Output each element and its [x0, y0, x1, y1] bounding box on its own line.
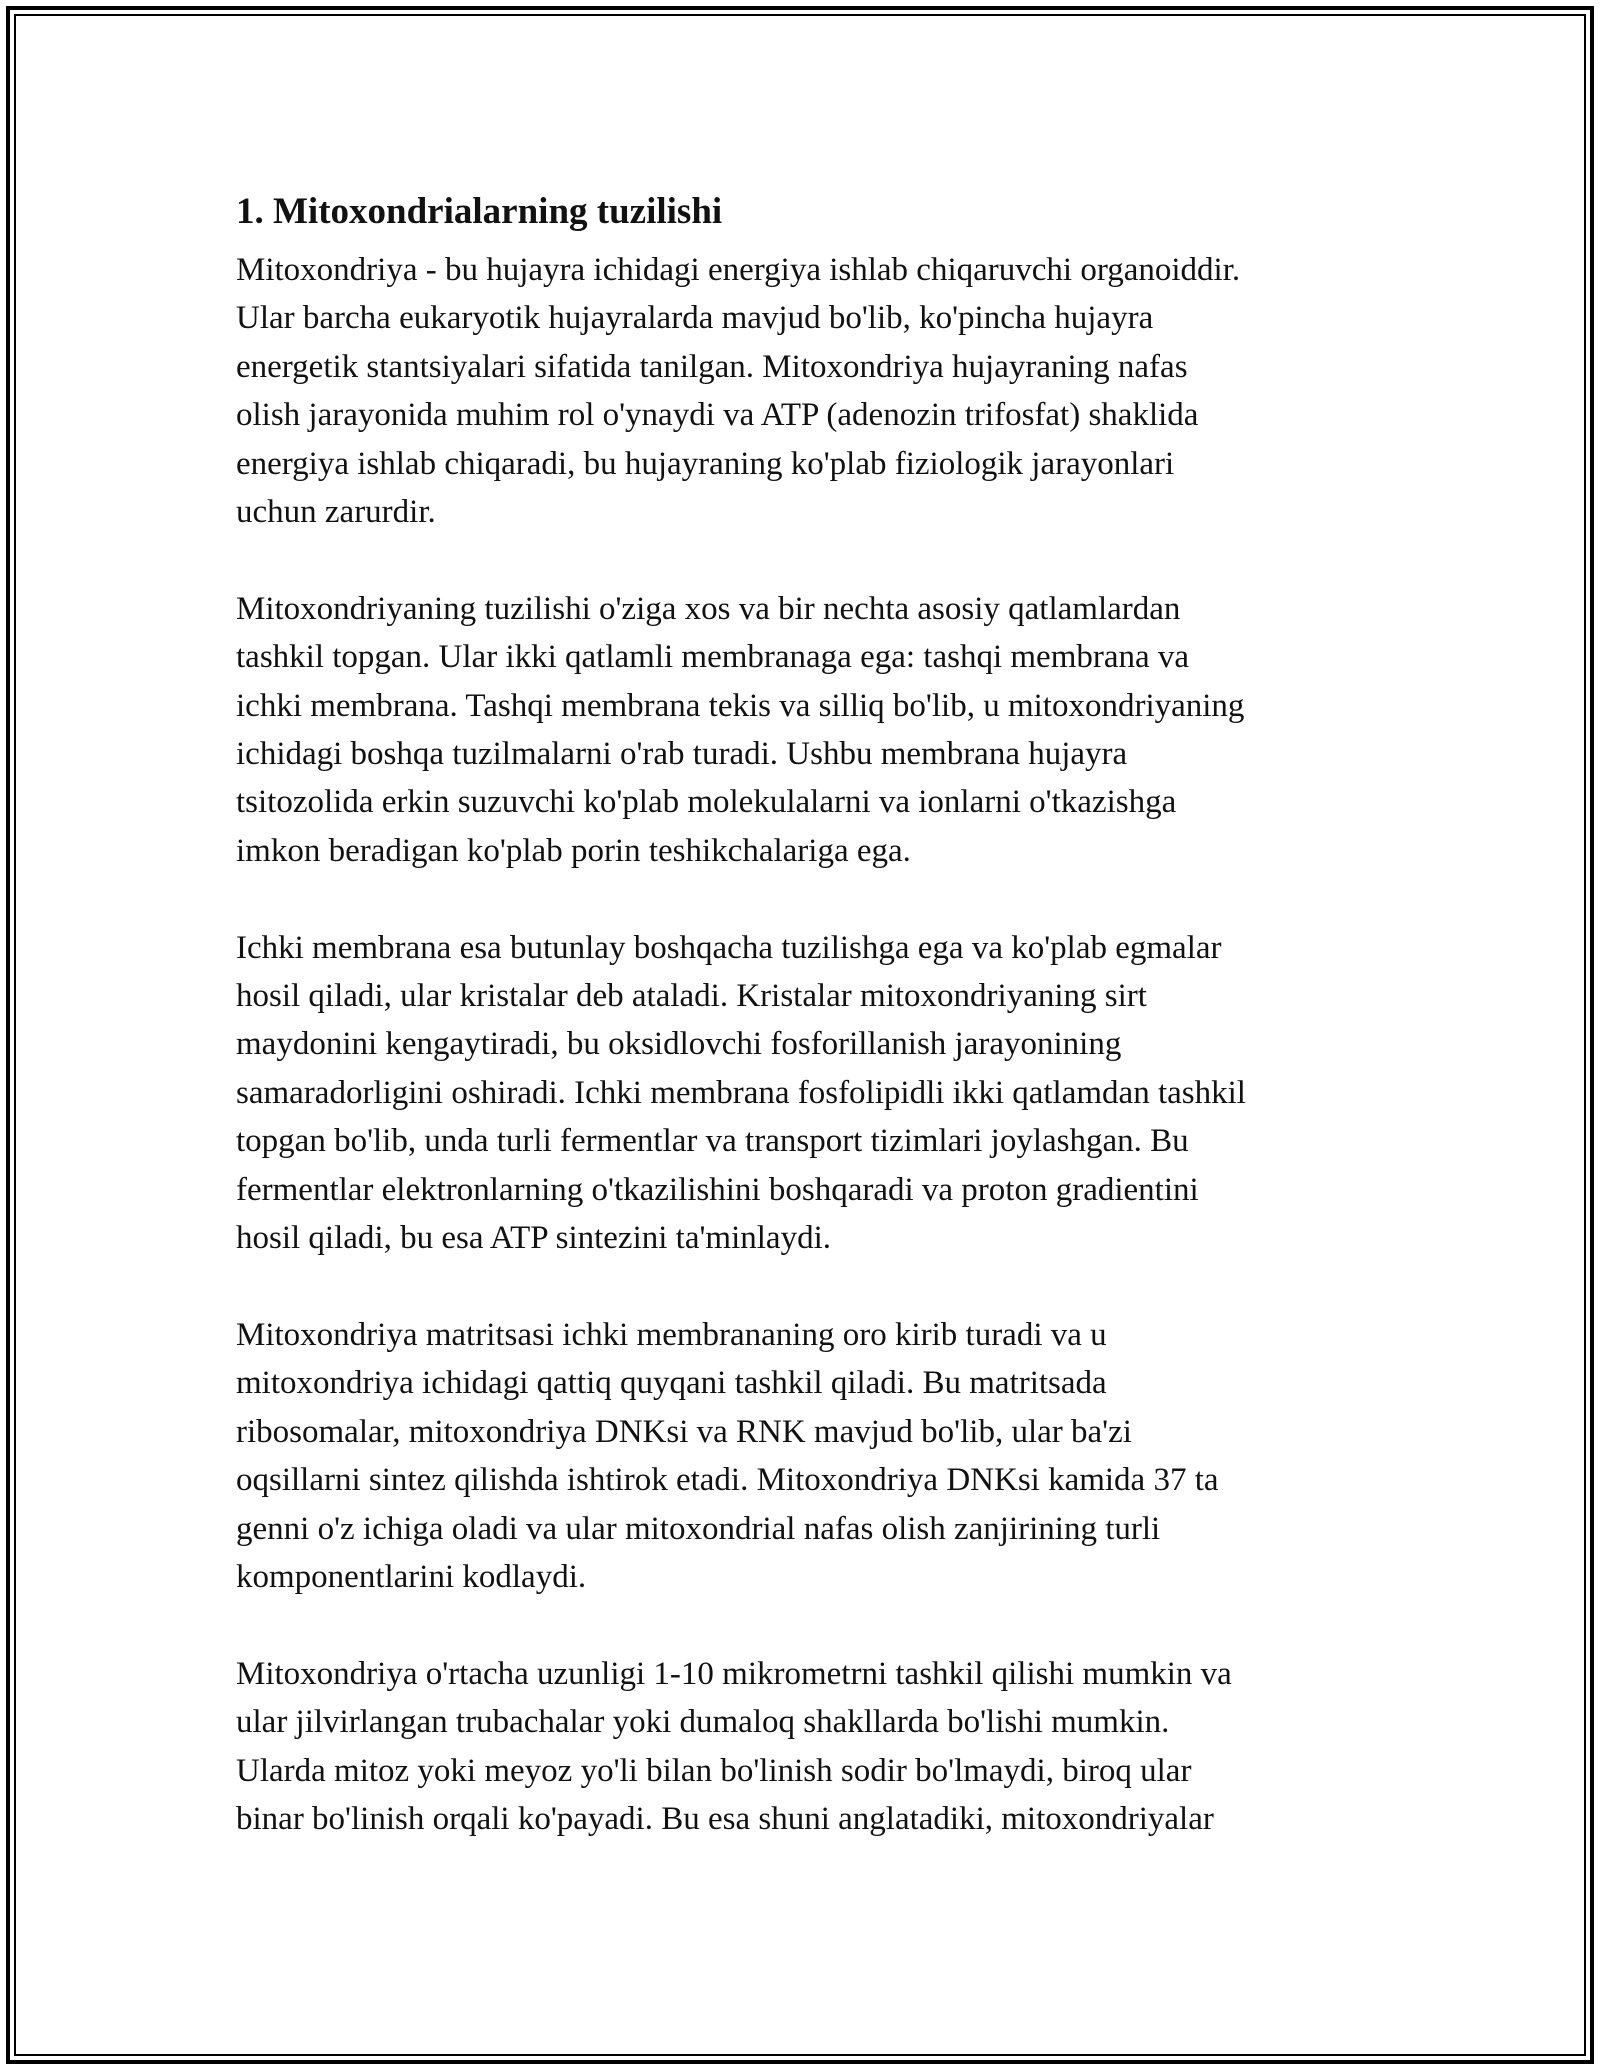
paragraph-line: binar bo'linish orqali ko'payadi. Bu esa shuni anglatadiki, mitoxondriyalar [236, 1800, 1214, 1837]
paragraph-spacer [236, 536, 1376, 584]
paragraph-line: energetik stantsiyalari sifatida tanilgan. Mitoxondriya hujayraning nafas [236, 348, 1188, 385]
paragraph-line: Mitoxondriya - bu hujayra ichidagi energiya ishlab chiqaruvchi organoiddir. [236, 252, 1241, 288]
paragraph-3 [236, 924, 1376, 1263]
paragraph-line: fermentlar elektronlarning o'tkazilishini boshqaradi va proton gradientini [236, 1171, 1199, 1208]
paragraph-line: olish jarayonida muhim rol o'ynaydi va ATP (adenozin trifosfat) shaklida [236, 397, 1199, 434]
paragraph-line: hosil qiladi, ular kristalar deb ataladi. Kristalar mitoxondriyaning sirt [236, 978, 1147, 1015]
paragraph-line: Ichki membrana esa butunlay boshqacha tuzilishga ega va ko'plab egmalar [236, 929, 1222, 966]
paragraph-line: tsitozolida erkin suzuvchi ko'plab molekulalarni va ionlarni o'tkazishga [236, 784, 1177, 821]
paragraph-line: Mitoxondriyaning tuzilishi o'ziga xos va bir nechta asosiy qatlamlardan [236, 590, 1181, 627]
paragraph-line: imkon beradigan ko'plab porin teshikchalariga ega. [236, 832, 911, 869]
document-body [236, 186, 1376, 1843]
paragraph-4 [236, 1311, 1376, 1601]
paragraph-spacer [236, 875, 1376, 923]
paragraph-line: uchun zarurdir. [236, 494, 436, 531]
paragraph-line: oqsillarni sintez qilishda ishtirok etadi. Mitoxondriya DNKsi kamida 37 ta [236, 1462, 1219, 1499]
paragraph-spacer [236, 1263, 1376, 1311]
paragraph-line: Ular barcha eukaryotik hujayralarda mavjud bo'lib, ko'pincha hujayra [236, 300, 1154, 337]
paragraph-line: topgan bo'lib, unda turli fermentlar va transport tizimlari joylashgan. Bu [236, 1123, 1189, 1160]
paragraph-line: komponentlarini kodlaydi. [236, 1558, 587, 1595]
paragraph-line: Mitoxondriya o'rtacha uzunligi 1-10 mikrometrni tashkil qilishi mumkin va [236, 1655, 1232, 1692]
paragraph-line: hosil qiladi, bu esa ATP sintezini ta'minlaydi. [236, 1220, 831, 1257]
paragraph-line: ribosomalar, mitoxondriya DNKsi va RNK mavjud bo'lib, ular ba'zi [236, 1413, 1132, 1450]
paragraph-5 [236, 1650, 1376, 1844]
paragraph-line: ichidagi boshqa tuzilmalarni o'rab turadi. Ushbu membrana hujayra [236, 736, 1128, 773]
paragraph-line: ichki membrana. Tashqi membrana tekis va silliq bo'lib, u mitoxondriyaning [236, 687, 1245, 724]
section-heading: 1. Mitoxondrialarning tuzilishi [236, 191, 723, 232]
paragraph-line: energiya ishlab chiqaradi, bu hujayraning ko'plab fiziologik jarayonlari [236, 445, 1175, 482]
paragraph-1 [236, 246, 1376, 536]
paragraph-line: tashkil topgan. Ular ikki qatlamli membranaga ega: tashqi membrana va [236, 639, 1190, 676]
paragraph-line: genni o'z ichiga oladi va ular mitoxondrial nafas olish zanjirining turli [236, 1510, 1161, 1547]
paragraph-line: ular jilvirlangan trubachalar yoki dumaloq shakllarda bo'lishi mumkin. [236, 1704, 1170, 1741]
paragraph-line: mitoxondriya ichidagi qattiq quyqani tashkil qiladi. Bu matritsada [236, 1365, 1107, 1402]
paragraph-line: maydonini kengaytiradi, bu oksidlovchi fosforillanish jarayonining [236, 1026, 1122, 1063]
paragraph-2 [236, 585, 1376, 875]
paragraph-line: Mitoxondriya matritsasi ichki membrananing oro kirib turadi va u [236, 1316, 1107, 1353]
paragraph-line: samaradorligini oshiradi. Ichki membrana fosfolipidli ikki qatlamdan tashkil [236, 1074, 1246, 1111]
paragraph-line: Ularda mitoz yoki meyoz yo'li bilan bo'linish sodir bo'lmaydi, biroq ular [236, 1752, 1192, 1789]
paragraph-spacer [236, 1601, 1376, 1649]
